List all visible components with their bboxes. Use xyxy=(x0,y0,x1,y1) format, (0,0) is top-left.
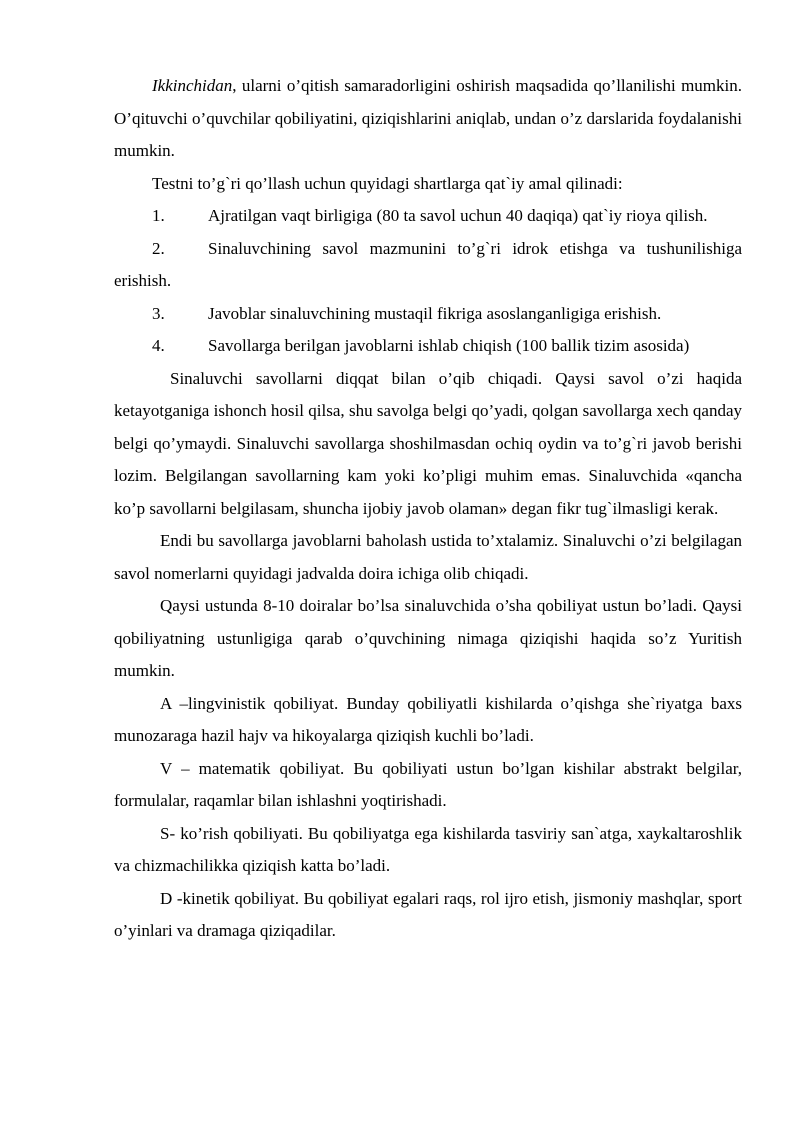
paragraph-kinetik: D -kinetik qobiliyat. Bu qobiliyat egalari raqs, rol ijro etish, jismoniy mashqlar, sport o’yinlari va dramaga qiziqadilar. xyxy=(114,888,742,940)
list-item xyxy=(114,330,742,363)
paragraph-lingvistik: A –lingvinistik qobiliyat. Bunday qobiliyatli kishilarda o’qishga she`riyatga baxs munozaraga hazil hajv va hikoyalarga qiziqish kuchli bo’ladi. xyxy=(114,693,742,745)
list-number: 2. xyxy=(152,238,165,258)
document-page xyxy=(114,70,742,948)
paragraph-text: , ularni o’qitish samaradorligini oshirish maqsadida qo’llanilishi mumkin. O’qituvchi o’quvchilar qobiliyatini, qiziqishlarini aniqlab, undan o’z darslarida foydalanishi mumkin. xyxy=(114,76,742,160)
paragraph-sinaluvchi: Sinaluvchi savollarni diqqat bilan o’qib chiqadi. Qaysi savol o’zi haqida ketayotganiga ishonch hosil qilsa, shu savolga belgi qo’yadi, qolgan savollarga xech qanday belgi qo’ymaydi. Sinaluvchi savollarga shoshilmasdan ochiq oydin va to’g`ri javob berishi lozim. Belgilangan savollarning kam yoki ko’pligi muhim emas. Sinaluvchida «qancha ko’p savollarni belgilasam, shuncha ijobiy javob olaman» degan fikr tug`ilmasligi kerak. xyxy=(114,368,742,518)
list-item xyxy=(114,298,742,331)
list-text: Javoblar sinaluvchining mustaqil fikriga asoslanganligiga erishish. xyxy=(208,303,662,323)
list-text: Ajratilgan vaqt birligiga (80 ta savol uchun 40 daqiqa) qat`iy rioya qilish. xyxy=(208,206,708,225)
paragraph-ustun: Qaysi ustunda 8-10 doiralar bo’lsa sinaluvchida o’sha qobiliyat ustun bo’ladi. Qaysi qobiliyatning ustunligiga qarab o’quvchining nimaga qiziqishi haqida so’z Yuritish mumkin. xyxy=(114,596,742,680)
list-item xyxy=(114,200,742,233)
list-number: 4. xyxy=(152,336,165,355)
list-text: Savollarga berilgan javoblarni ishlab chiqish (100 ballik tizim asosida) xyxy=(208,336,690,355)
paragraph-matematik: V – matematik qobiliyat. Bu qobiliyati ustun bo’lgan kishilar abstrakt belgilar, formulalar, raqamlar bilan ishlashni yoqtirishadi. xyxy=(114,758,742,810)
paragraph-lead-italic: Ikkinchidan xyxy=(152,76,233,95)
list-text: Sinaluvchining savol mazmunini to’g`ri idrok etishga va tushunilishiga erishish. xyxy=(114,238,742,290)
paragraph-ikkinchidan xyxy=(114,70,742,168)
paragraph-korish: S- ko’rish qobiliyati. Bu qobiliyatga ega kishilarda tasviriy san`atga, xaykaltaroshlik va chizmachilikka qiziqish katta bo’ladi. xyxy=(114,823,742,875)
list-number: 1. xyxy=(152,206,165,225)
paragraph-baholash: Endi bu savollarga javoblarni baholash ustida to’xtalamiz. Sinaluvchi o’zi belgilagan savol nomerlarni quyidagi jadvalda doira ichiga olib chiqadi. xyxy=(114,531,742,583)
paragraph-rules-intro: Testni to’g`ri qo’llash uchun quyidagi shartlarga qat`iy amal qilinadi: xyxy=(152,173,623,193)
list-number: 3. xyxy=(152,303,165,323)
list-item xyxy=(114,233,742,298)
